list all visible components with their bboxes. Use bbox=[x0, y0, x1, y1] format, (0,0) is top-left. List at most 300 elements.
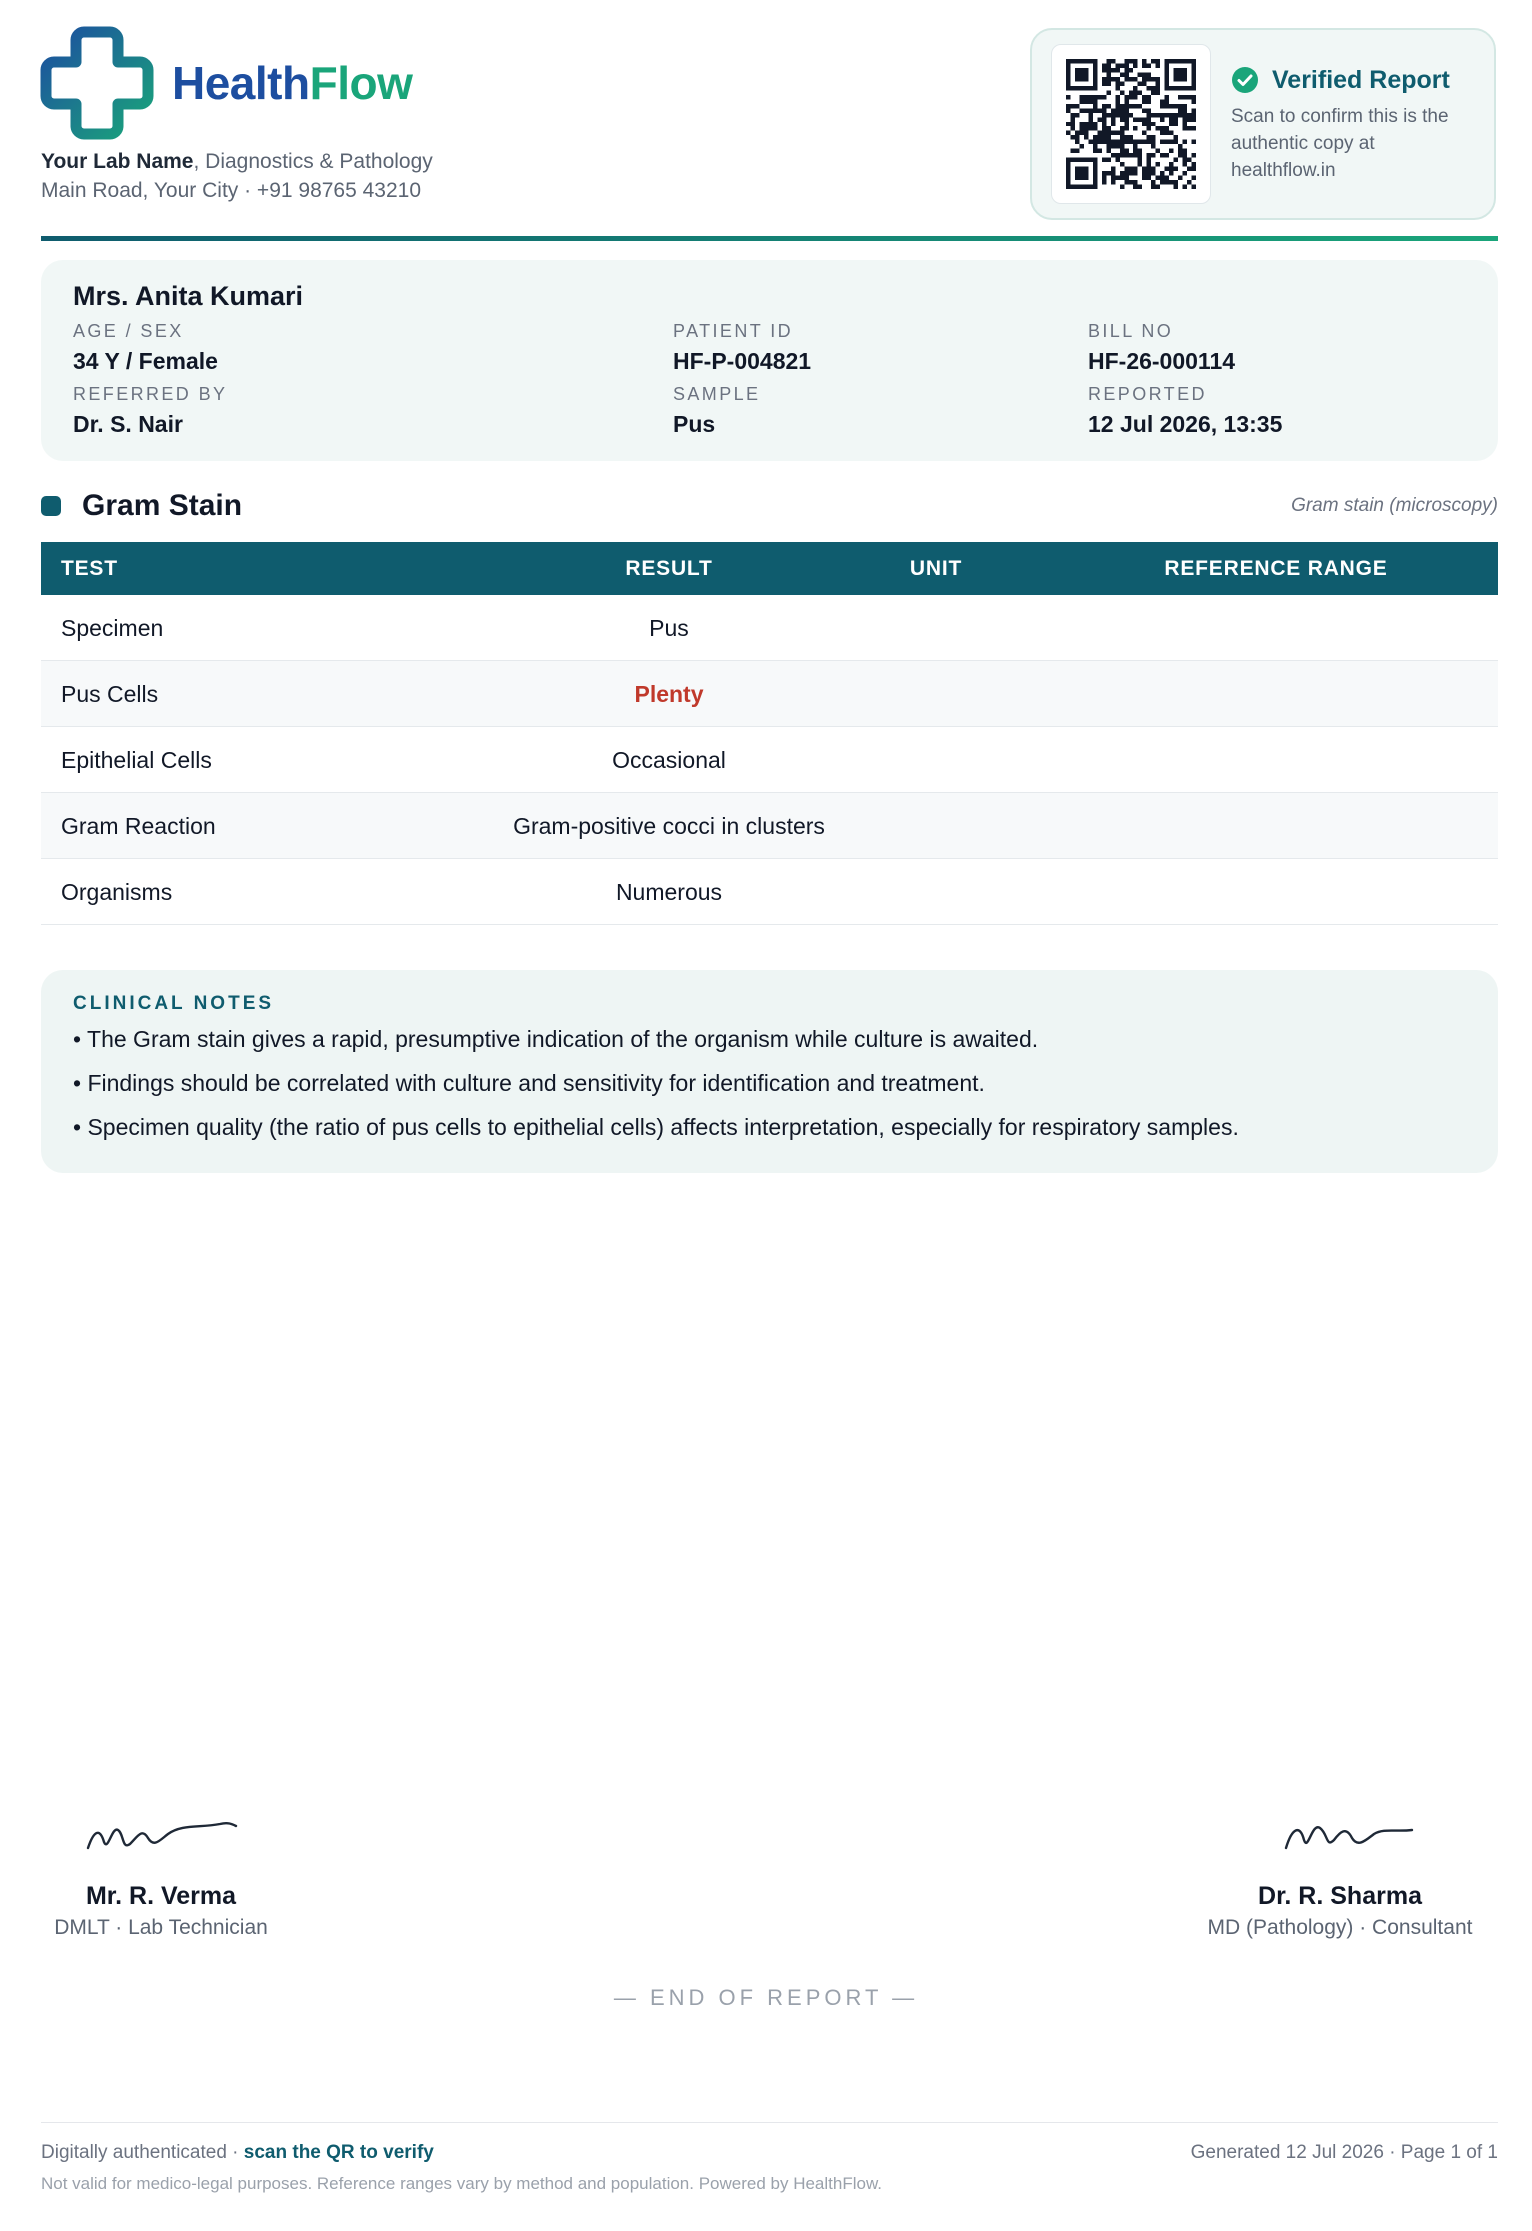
qr-module bbox=[1084, 122, 1088, 126]
qr-module bbox=[1093, 81, 1097, 85]
qr-module bbox=[1183, 113, 1187, 117]
qr-module bbox=[1151, 144, 1155, 148]
qr-module bbox=[1169, 59, 1173, 63]
qr-module bbox=[1115, 104, 1119, 108]
qr-module bbox=[1093, 135, 1097, 139]
qr-module bbox=[1129, 104, 1133, 108]
qr-module bbox=[1124, 108, 1128, 112]
qr-module bbox=[1187, 158, 1191, 162]
qr-module bbox=[1115, 86, 1119, 90]
qr-module bbox=[1079, 171, 1083, 175]
qr-module bbox=[1070, 135, 1074, 139]
check-circle-icon bbox=[1231, 66, 1259, 94]
table-row bbox=[41, 859, 1498, 925]
qr-module bbox=[1129, 77, 1133, 81]
qr-module bbox=[1111, 77, 1115, 81]
brand-name bbox=[172, 56, 412, 110]
qr-module bbox=[1084, 171, 1088, 175]
qr-module bbox=[1075, 68, 1079, 72]
qr-module bbox=[1120, 149, 1124, 153]
qr-module bbox=[1079, 95, 1083, 99]
qr-module bbox=[1111, 153, 1115, 157]
qr-module bbox=[1066, 63, 1070, 67]
qr-module bbox=[1133, 140, 1137, 144]
qr-module bbox=[1183, 185, 1187, 189]
footer-disclaimer: Not valid for medico-legal purposes. Reference ranges vary by method and population. Powered by HealthFlow. bbox=[41, 2174, 883, 2193]
qr-module bbox=[1111, 131, 1115, 135]
qr-module bbox=[1079, 144, 1083, 148]
age-sex-value: 34 Y / Female bbox=[73, 348, 218, 374]
qr-module bbox=[1106, 149, 1110, 153]
qr-module bbox=[1192, 108, 1196, 112]
qr-module bbox=[1183, 77, 1187, 81]
qr-module bbox=[1174, 113, 1178, 117]
qr-module bbox=[1192, 185, 1196, 189]
qr-module bbox=[1115, 158, 1119, 162]
qr-module bbox=[1133, 86, 1137, 90]
qr-module bbox=[1066, 104, 1070, 108]
qr-module bbox=[1111, 122, 1115, 126]
bill-no-label: BILL NO bbox=[1088, 321, 1174, 341]
qr-module bbox=[1169, 113, 1173, 117]
qr-module bbox=[1088, 122, 1092, 126]
qr-module bbox=[1129, 90, 1133, 94]
test-name: Organisms bbox=[61, 879, 173, 905]
qr-module bbox=[1120, 131, 1124, 135]
signatory-right-name: Dr. R. Sharma bbox=[1258, 1882, 1422, 1910]
qr-module bbox=[1111, 167, 1115, 171]
qr-module bbox=[1160, 131, 1164, 135]
qr-module bbox=[1156, 113, 1160, 117]
qr-module bbox=[1178, 86, 1182, 90]
qr-module bbox=[1093, 104, 1097, 108]
qr-module bbox=[1178, 108, 1182, 112]
qr-module bbox=[1165, 63, 1169, 67]
qr-module bbox=[1124, 104, 1128, 108]
qr-module bbox=[1102, 171, 1106, 175]
footer-auth-prefix: Digitally authenticated · bbox=[41, 2142, 244, 2163]
qr-module bbox=[1106, 135, 1110, 139]
qr-module bbox=[1075, 158, 1079, 162]
qr-module bbox=[1138, 185, 1142, 189]
qr-module bbox=[1138, 162, 1142, 166]
qr-module bbox=[1133, 149, 1137, 153]
qr-module bbox=[1070, 122, 1074, 126]
qr-module bbox=[1084, 158, 1088, 162]
table-row bbox=[41, 793, 1498, 859]
qr-module bbox=[1147, 72, 1151, 76]
qr-module bbox=[1097, 108, 1101, 112]
qr-module bbox=[1183, 171, 1187, 175]
qr-module bbox=[1120, 185, 1124, 189]
qr-module bbox=[1120, 90, 1124, 94]
qr-module bbox=[1178, 95, 1182, 99]
qr-module bbox=[1138, 90, 1142, 94]
qr-module bbox=[1133, 95, 1137, 99]
qr-module bbox=[1111, 176, 1115, 180]
qr-module bbox=[1093, 185, 1097, 189]
verify-link[interactable]: scan the QR to verify bbox=[243, 2142, 434, 2163]
clinical-note: • Specimen quality (the ratio of pus cells to epithelial cells) affects interpretation, especially for respiratory samples. bbox=[73, 1114, 1239, 1140]
qr-module bbox=[1169, 180, 1173, 184]
qr-module bbox=[1192, 162, 1196, 166]
qr-module bbox=[1183, 140, 1187, 144]
qr-module bbox=[1133, 185, 1137, 189]
qr-module bbox=[1151, 135, 1155, 139]
qr-module bbox=[1147, 77, 1151, 81]
qr-module bbox=[1102, 63, 1106, 67]
qr-module bbox=[1156, 185, 1160, 189]
qr-module bbox=[1156, 59, 1160, 63]
qr-module bbox=[1120, 171, 1124, 175]
section-method: Gram stain (microscopy) bbox=[1291, 495, 1498, 516]
qr-module bbox=[1102, 158, 1106, 162]
qr-module bbox=[1133, 167, 1137, 171]
qr-module bbox=[1156, 86, 1160, 90]
qr-module bbox=[1115, 176, 1119, 180]
qr-module bbox=[1156, 149, 1160, 153]
qr-module bbox=[1079, 122, 1083, 126]
qr-module bbox=[1106, 68, 1110, 72]
qr-module bbox=[1075, 72, 1079, 76]
qr-module bbox=[1174, 158, 1178, 162]
qr-module bbox=[1124, 167, 1128, 171]
qr-module bbox=[1070, 113, 1074, 117]
qr-module bbox=[1070, 86, 1074, 90]
referred-by-label: REFERRED BY bbox=[73, 384, 228, 404]
qr-module bbox=[1178, 113, 1182, 117]
qr-module bbox=[1133, 77, 1137, 81]
qr-module bbox=[1079, 59, 1083, 63]
qr-module bbox=[1183, 86, 1187, 90]
qr-module bbox=[1097, 135, 1101, 139]
test-result: Numerous bbox=[615, 879, 723, 905]
qr-module bbox=[1147, 171, 1151, 175]
qr-module bbox=[1066, 131, 1070, 135]
qr-module bbox=[1133, 63, 1137, 67]
qr-module bbox=[1093, 99, 1097, 103]
qr-module bbox=[1124, 95, 1128, 99]
qr-module bbox=[1192, 140, 1196, 144]
lab-info bbox=[41, 150, 433, 174]
qr-code[interactable] bbox=[1051, 44, 1211, 204]
qr-module bbox=[1151, 180, 1155, 184]
qr-module bbox=[1106, 59, 1110, 63]
qr-module bbox=[1093, 167, 1097, 171]
qr-module bbox=[1178, 153, 1182, 157]
qr-module bbox=[1133, 153, 1137, 157]
age-sex-label: AGE / SEX bbox=[73, 321, 184, 341]
sample-label: SAMPLE bbox=[673, 384, 761, 404]
qr-module bbox=[1106, 158, 1110, 162]
qr-module bbox=[1088, 158, 1092, 162]
brand-name-part2: Flow bbox=[309, 57, 413, 109]
test-name: Pus Cells bbox=[61, 681, 159, 707]
qr-module bbox=[1192, 95, 1196, 99]
qr-module bbox=[1075, 149, 1079, 153]
qr-module bbox=[1102, 81, 1106, 85]
qr-module bbox=[1178, 68, 1182, 72]
qr-module bbox=[1093, 126, 1097, 130]
qr-module bbox=[1147, 135, 1151, 139]
qr-module bbox=[1115, 140, 1119, 144]
qr-module bbox=[1115, 68, 1119, 72]
qr-module bbox=[1120, 176, 1124, 180]
qr-module bbox=[1133, 144, 1137, 148]
qr-module bbox=[1192, 176, 1196, 180]
qr-module bbox=[1124, 72, 1128, 76]
qr-module bbox=[1079, 68, 1083, 72]
qr-module bbox=[1079, 167, 1083, 171]
qr-module bbox=[1079, 99, 1083, 103]
qr-module bbox=[1129, 140, 1133, 144]
sample-value: Pus bbox=[673, 411, 716, 437]
qr-module bbox=[1165, 81, 1169, 85]
table-row bbox=[41, 727, 1498, 793]
qr-module bbox=[1142, 167, 1146, 171]
end-of-report: — END OF REPORT — bbox=[613, 1985, 919, 2010]
qr-module bbox=[1124, 171, 1128, 175]
qr-module bbox=[1169, 86, 1173, 90]
qr-module bbox=[1174, 180, 1178, 184]
qr-module bbox=[1147, 176, 1151, 180]
qr-module bbox=[1156, 77, 1160, 81]
qr-module bbox=[1106, 81, 1110, 85]
qr-module bbox=[1084, 167, 1088, 171]
lab-tagline: , Diagnostics & Pathology bbox=[193, 150, 433, 173]
qr-module bbox=[1106, 131, 1110, 135]
clinical-note: • The Gram stain gives a rapid, presumptive indication of the organism while culture is awaited. bbox=[73, 1026, 1039, 1052]
qr-module bbox=[1174, 117, 1178, 121]
qr-module bbox=[1088, 108, 1092, 112]
qr-module bbox=[1124, 135, 1128, 139]
qr-module bbox=[1165, 77, 1169, 81]
qr-module bbox=[1133, 90, 1137, 94]
qr-module bbox=[1183, 68, 1187, 72]
qr-module bbox=[1084, 77, 1088, 81]
qr-module bbox=[1174, 72, 1178, 76]
qr-module bbox=[1111, 108, 1115, 112]
qr-module bbox=[1129, 153, 1133, 157]
qr-module bbox=[1120, 63, 1124, 67]
qr-module bbox=[1129, 68, 1133, 72]
qr-module bbox=[1129, 135, 1133, 139]
qr-module bbox=[1124, 77, 1128, 81]
qr-module bbox=[1187, 126, 1191, 130]
qr-module bbox=[1066, 171, 1070, 175]
qr-module bbox=[1169, 140, 1173, 144]
qr-module bbox=[1192, 63, 1196, 67]
qr-module bbox=[1093, 176, 1097, 180]
qr-module bbox=[1147, 99, 1151, 103]
qr-module bbox=[1133, 104, 1137, 108]
qr-module bbox=[1169, 122, 1173, 126]
qr-module bbox=[1084, 135, 1088, 139]
qr-module bbox=[1169, 131, 1173, 135]
qr-module bbox=[1066, 68, 1070, 72]
qr-module bbox=[1093, 86, 1097, 90]
lab-name: Your Lab Name bbox=[41, 150, 194, 173]
qr-module bbox=[1066, 86, 1070, 90]
qr-module bbox=[1115, 113, 1119, 117]
qr-module bbox=[1093, 72, 1097, 76]
qr-module bbox=[1133, 117, 1137, 121]
qr-module bbox=[1129, 59, 1133, 63]
qr-module bbox=[1120, 126, 1124, 130]
qr-module bbox=[1066, 162, 1070, 166]
qr-module bbox=[1183, 95, 1187, 99]
qr-module bbox=[1084, 95, 1088, 99]
qr-module bbox=[1160, 171, 1164, 175]
clinical-note: • Findings should be correlated with culture and sensitivity for identification and treatment. bbox=[73, 1070, 985, 1096]
test-name: Gram Reaction bbox=[61, 813, 216, 839]
qr-module bbox=[1129, 171, 1133, 175]
qr-module bbox=[1183, 122, 1187, 126]
qr-module bbox=[1102, 176, 1106, 180]
qr-module bbox=[1151, 113, 1155, 117]
qr-module bbox=[1066, 108, 1070, 112]
qr-module bbox=[1084, 131, 1088, 135]
signatory-left-role: DMLT · Lab Technician bbox=[54, 1916, 268, 1939]
column-header-test: TEST bbox=[61, 557, 118, 580]
qr-module bbox=[1124, 149, 1128, 153]
qr-module bbox=[1151, 153, 1155, 157]
qr-module bbox=[1115, 81, 1119, 85]
qr-module bbox=[1165, 180, 1169, 184]
qr-module bbox=[1187, 86, 1191, 90]
qr-module bbox=[1075, 131, 1079, 135]
test-name: Epithelial Cells bbox=[61, 747, 212, 773]
qr-module bbox=[1142, 108, 1146, 112]
qr-module bbox=[1151, 122, 1155, 126]
qr-module bbox=[1160, 140, 1164, 144]
qr-module bbox=[1142, 122, 1146, 126]
qr-module bbox=[1111, 117, 1115, 121]
qr-module bbox=[1142, 171, 1146, 175]
qr-module bbox=[1084, 99, 1088, 103]
qr-module bbox=[1097, 117, 1101, 121]
qr-module bbox=[1183, 158, 1187, 162]
qr-module bbox=[1192, 77, 1196, 81]
signature-left-icon bbox=[82, 1810, 242, 1860]
qr-module bbox=[1124, 99, 1128, 103]
table-row bbox=[41, 595, 1498, 661]
qr-module bbox=[1102, 117, 1106, 121]
qr-module bbox=[1165, 140, 1169, 144]
qr-module bbox=[1120, 153, 1124, 157]
qr-module bbox=[1160, 99, 1164, 103]
qr-module bbox=[1084, 126, 1088, 130]
footer-generated: Generated 12 Jul 2026 · Page 1 of 1 bbox=[1190, 2142, 1498, 2163]
qr-module bbox=[1097, 95, 1101, 99]
qr-module bbox=[1093, 162, 1097, 166]
test-name: Specimen bbox=[61, 615, 164, 641]
qr-module bbox=[1079, 158, 1083, 162]
qr-module bbox=[1156, 162, 1160, 166]
qr-module bbox=[1151, 185, 1155, 189]
qr-module bbox=[1106, 113, 1110, 117]
qr-module bbox=[1106, 77, 1110, 81]
qr-module bbox=[1165, 68, 1169, 72]
column-header-reference-range: REFERENCE RANGE bbox=[1164, 557, 1388, 580]
qr-module bbox=[1106, 72, 1110, 76]
qr-module bbox=[1165, 167, 1169, 171]
qr-module bbox=[1093, 59, 1097, 63]
qr-module bbox=[1133, 59, 1137, 63]
qr-module bbox=[1070, 126, 1074, 130]
qr-module bbox=[1192, 117, 1196, 121]
qr-module bbox=[1147, 63, 1151, 67]
section-title: Gram Stain bbox=[82, 489, 243, 522]
qr-module bbox=[1075, 59, 1079, 63]
qr-module bbox=[1174, 167, 1178, 171]
qr-module bbox=[1183, 126, 1187, 130]
qr-module bbox=[1106, 140, 1110, 144]
qr-module bbox=[1142, 59, 1146, 63]
qr-module bbox=[1160, 180, 1164, 184]
qr-module bbox=[1183, 149, 1187, 153]
qr-module bbox=[1093, 63, 1097, 67]
qr-module bbox=[1102, 68, 1106, 72]
qr-module bbox=[1088, 113, 1092, 117]
qr-module bbox=[1151, 140, 1155, 144]
section-marker bbox=[41, 496, 61, 516]
qr-module bbox=[1124, 176, 1128, 180]
qr-module bbox=[1192, 86, 1196, 90]
qr-module bbox=[1066, 122, 1070, 126]
qr-module bbox=[1147, 122, 1151, 126]
qr-module bbox=[1151, 59, 1155, 63]
qr-module bbox=[1124, 122, 1128, 126]
qr-module bbox=[1178, 149, 1182, 153]
qr-module bbox=[1142, 72, 1146, 76]
qr-module bbox=[1079, 86, 1083, 90]
qr-module bbox=[1183, 104, 1187, 108]
qr-module bbox=[1106, 104, 1110, 108]
qr-module bbox=[1106, 144, 1110, 148]
qr-module bbox=[1169, 162, 1173, 166]
qr-module bbox=[1133, 126, 1137, 130]
qr-module bbox=[1084, 86, 1088, 90]
column-header-unit: UNIT bbox=[909, 557, 963, 580]
qr-module bbox=[1079, 131, 1083, 135]
qr-module bbox=[1124, 63, 1128, 67]
signatory-left-name: Mr. R. Verma bbox=[85, 1882, 237, 1910]
signatory-right-role: MD (Pathology) · Consultant bbox=[1207, 1916, 1473, 1939]
qr-module bbox=[1151, 90, 1155, 94]
qr-module bbox=[1124, 59, 1128, 63]
qr-module bbox=[1165, 99, 1169, 103]
qr-module bbox=[1093, 122, 1097, 126]
qr-module bbox=[1088, 99, 1092, 103]
qr-module bbox=[1187, 59, 1191, 63]
qr-module bbox=[1093, 149, 1097, 153]
qr-module bbox=[1075, 176, 1079, 180]
qr-module bbox=[1156, 90, 1160, 94]
qr-module bbox=[1129, 113, 1133, 117]
qr-module bbox=[1156, 126, 1160, 130]
qr-module bbox=[1192, 59, 1196, 63]
qr-module bbox=[1183, 162, 1187, 166]
qr-module bbox=[1138, 117, 1142, 121]
qr-module bbox=[1088, 140, 1092, 144]
qr-module bbox=[1165, 95, 1169, 99]
qr-module bbox=[1147, 140, 1151, 144]
qr-module bbox=[1093, 68, 1097, 72]
qr-module bbox=[1084, 108, 1088, 112]
footer-divider bbox=[41, 2122, 1498, 2123]
qr-module bbox=[1093, 108, 1097, 112]
